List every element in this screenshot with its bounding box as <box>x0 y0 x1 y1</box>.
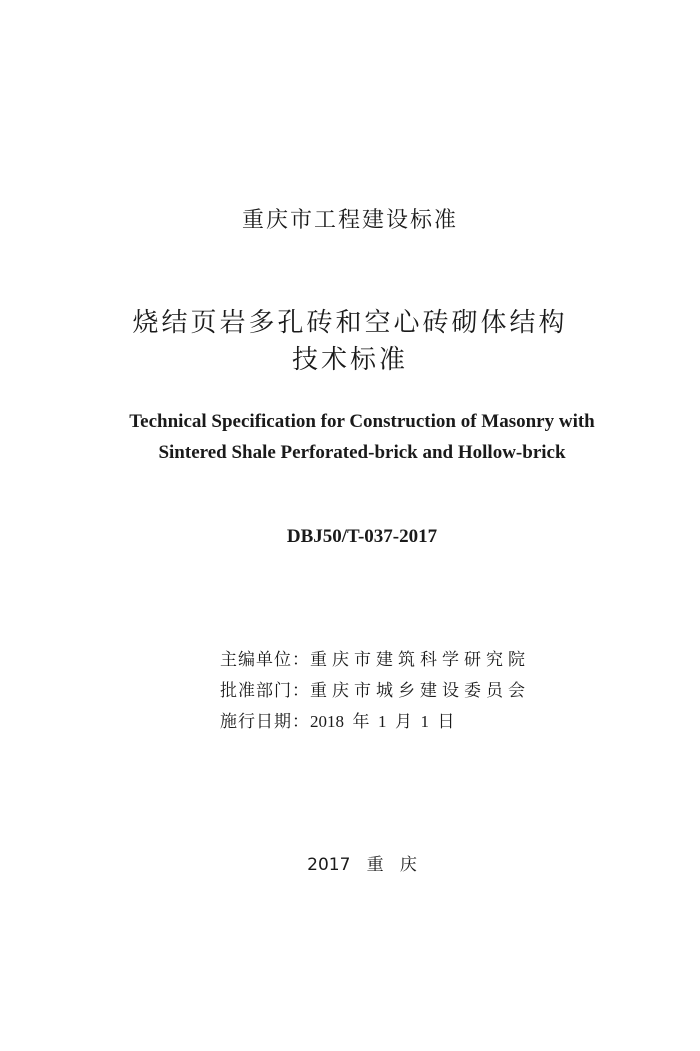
approver-value: 重庆市城乡建设委员会 <box>310 681 530 700</box>
english-title-line-2: Sintered Shale Perforated-brick and Hollow-brick <box>158 442 566 463</box>
series-title: 重庆市工程建设标准 <box>241 208 458 233</box>
standard-code: DBJ50/T-037-2017 <box>286 526 438 547</box>
effective-date-row <box>220 711 455 733</box>
editor-value: 重庆市建筑科学研究院 <box>310 650 530 669</box>
footer-year-place: 2017 重 庆 <box>307 855 417 875</box>
english-title-line-1: Technical Specification for Construction of Masonry with <box>129 411 595 432</box>
approver-label: 批准部门： <box>220 681 310 700</box>
editor-label: 主编单位： <box>220 650 310 669</box>
approver-row <box>220 680 530 702</box>
effective-date-label: 施行日期： <box>220 712 310 731</box>
effective-date-value: 2018 年 1 月 1 日 <box>310 712 455 731</box>
main-title-line-2: 技术标准 <box>291 345 408 375</box>
main-title-line-1: 烧结页岩多孔砖和空心砖砌体结构 <box>132 308 568 338</box>
editor-row <box>220 649 530 671</box>
